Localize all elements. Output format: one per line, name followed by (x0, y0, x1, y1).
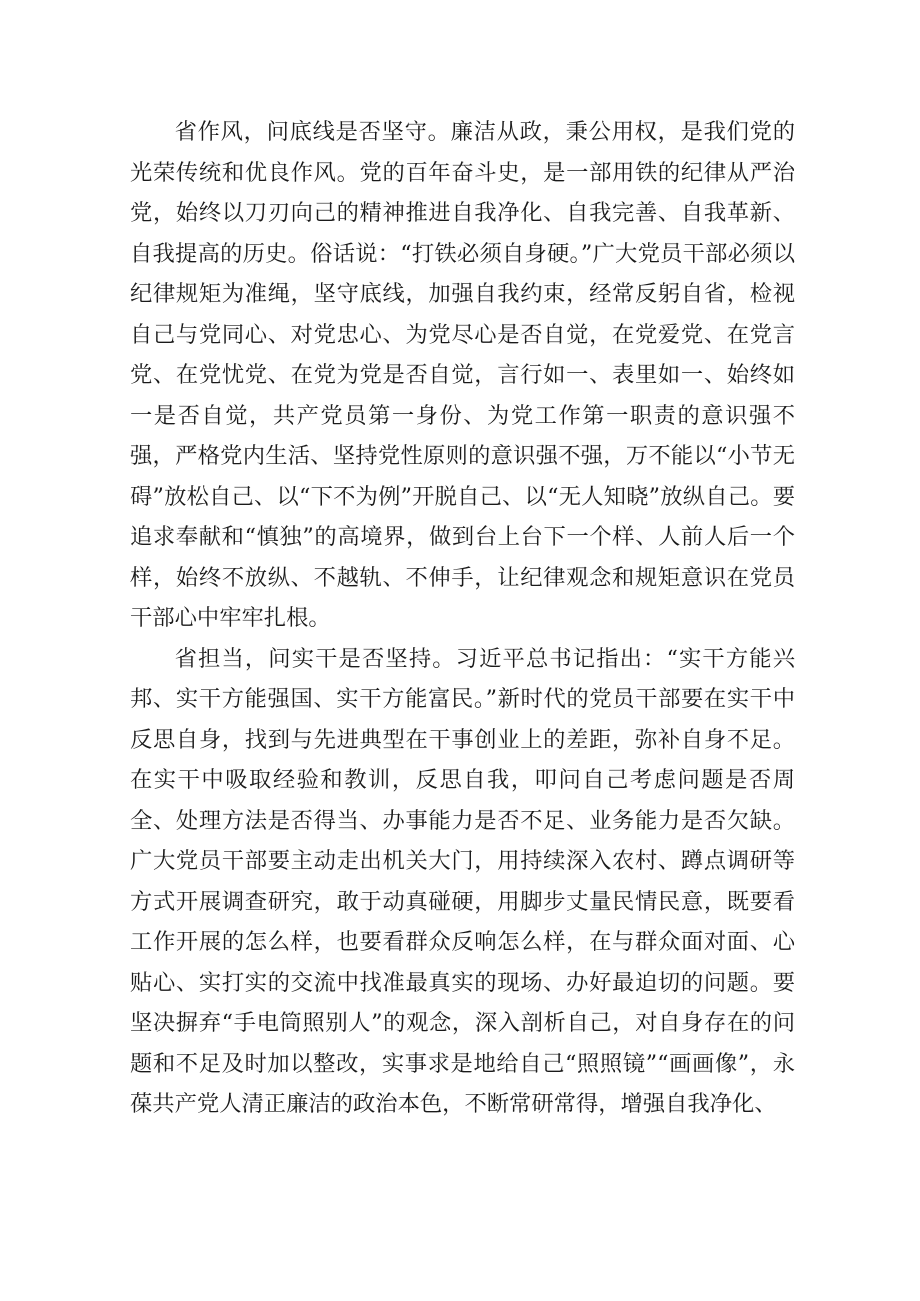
paragraph-responsibility: 省担当，问实干是否坚持。习近平总书记指出：“实干方能兴邦、实干方能强国、实干方能富民。”新时代的党员干部要在实干中反思自身，找到与先进典型在干事创业上的差距，弥补自身不足。在实干中吸取经验和教训，反思自我，叩问自己考虑问题是否周全、处理方法是否得当、办事能力是否不足、业务能力是否欠缺。广大党员干部要主动走出机关大门，用持续深入农村、蹲点调研等方式开展调查研究，敢于动真碰硬，用脚步丈量民情民意，既要看工作开展的怎么样，也要看群众反响怎么样，在与群众面对面、心贴心、实打实的交流中找准最真实的现场、办好最迫切的问题。要坚决摒弃“手电筒照别人”的观念，深入剖析自己，对自身存在的问题和不足及时加以整改，实事求是地给自己“照照镜”“画画像”，永葆共产党人清正廉洁的政治本色，不断常研常得，增强自我净化、 (130, 645, 795, 1117)
paragraph-integrity: 省作风，问底线是否坚守。廉洁从政，秉公用权，是我们党的光荣传统和优良作风。党的百年奋斗史，是一部用铁的纪律从严治党，始终以刀刃向己的精神推进自我净化、自我完善、自我革新、自我提高的历史。俗话说：“打铁必须自身硬。”广大党员干部必须以纪律规矩为准绳，坚守底线，加强自我约束，经常反躬自省，检视自己与党同心、对党忠心、为党尽心是否自觉，在党爱党、在党言党、在党忧党、在党为党是否自觉，言行如一、表里如一、始终如一是否自觉，共产党员第一身份、为党工作第一职责的意识强不强，严格党内生活、坚持党性原则的意识强不强，万不能以“小节无碍”放松自己、以“下不为例”开脱自己、以“无人知晓”放纵自己。要追求奉献和“慎独”的高境界，做到台上台下一个样、人前人后一个样，始终不放纵、不越轨、不伸手，让纪律观念和规矩意识在党员干部心中牢牢扎根。 (130, 119, 795, 631)
document-body (130, 112, 795, 1125)
